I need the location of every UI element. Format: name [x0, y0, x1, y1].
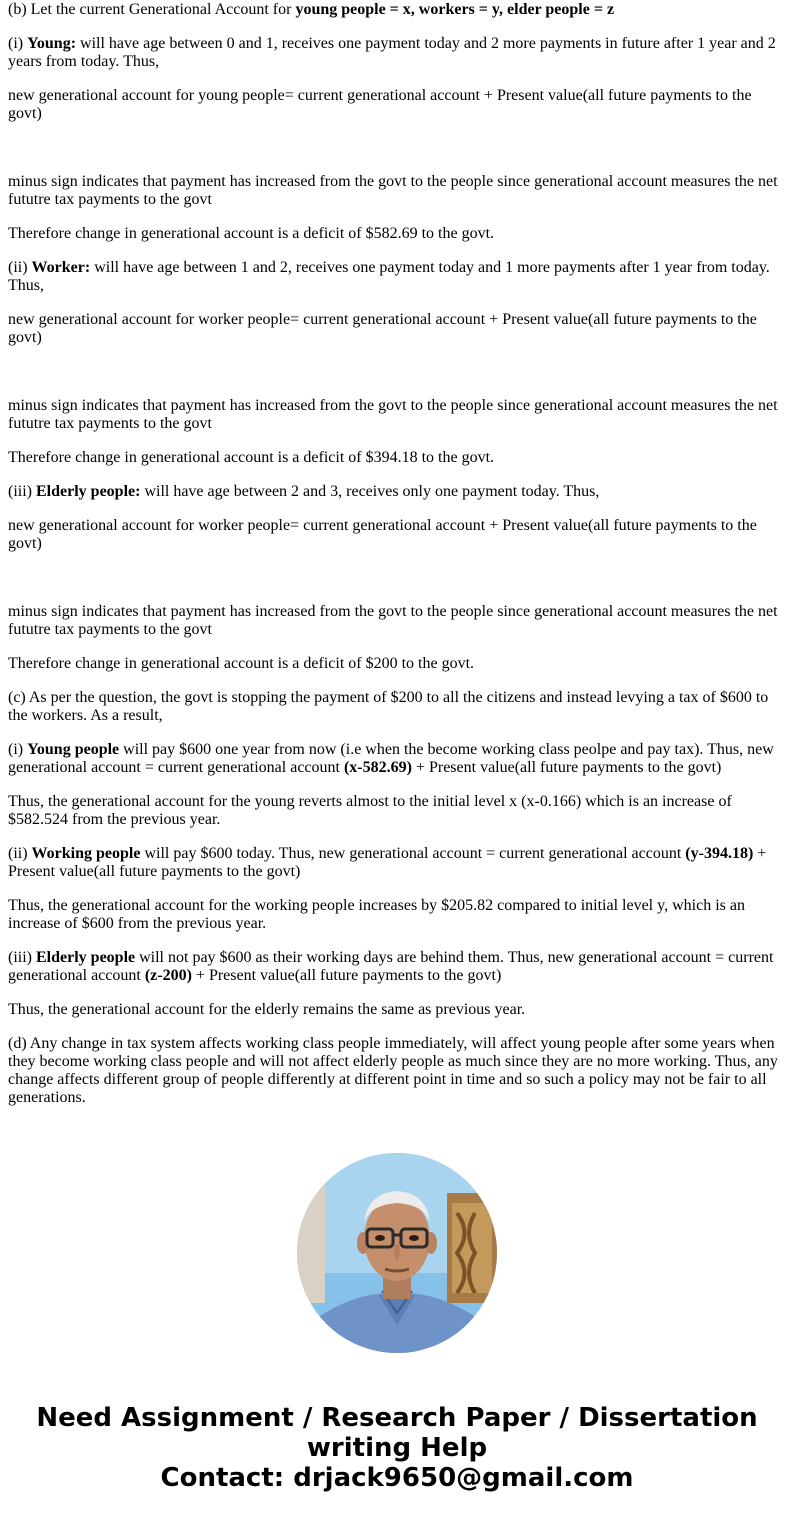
c-elderly-term: (z-200) — [144, 967, 192, 984]
young-conclusion: Therefore change in generational account is a deficit of $582.69 to the govt. — [8, 225, 495, 242]
worker-minus-note: minus sign indicates that payment has increased from the govt to the people since generational account measures the net fututre tax payments to the govt — [8, 397, 778, 432]
c-young-term: (x-582.69) — [343, 759, 412, 776]
contact-banner — [0, 1403, 794, 1493]
banner-line-2: writing Help — [306, 1433, 488, 1463]
part-d-paragraph: (d) Any change in tax system affects working class people immediately, will affect young people after some years when they become working class people and will not affect elderly people as much since they are no more working. Thus, any change affects different group of people differently at different point in time and so such a policy may not be fair to all generations. — [8, 1035, 778, 1106]
contact-email[interactable]: Contact: drjack9650@gmail.com — [160, 1463, 634, 1493]
part-b-intro: (b) Let the current Generational Account for young people = x, workers = y, elder people = z — [8, 1, 615, 18]
worker-formula: new generational account for worker people= current generational account + Present value(all future payments to the govt) — [8, 311, 757, 346]
c-young-paragraph: (i) Young people will pay $600 one year from now (i.e when the become working class peolpe and pay tax). Thus, new generational account = current generational account (x-582.69) + Present value(all future payments to the govt) — [8, 741, 774, 776]
c-working-term: (y-394.18) — [685, 845, 754, 862]
part-c-intro: (c) As per the question, the govt is stopping the payment of $200 to all the citizens and instead levying a tax of $600 to the workers. As a result, — [8, 689, 769, 724]
c-young-result: Thus, the generational account for the young reverts almost to the initial level x (x-0.166) which is an increase of $582.524 from the previous year. — [8, 793, 732, 828]
elderly-minus-note: minus sign indicates that payment has increased from the govt to the people since generational account measures the net fututre tax payments to the govt — [8, 603, 778, 638]
elderly-conclusion: Therefore change in generational account is a deficit of $200 to the govt. — [8, 655, 475, 672]
elderly-intro: (iii) Elderly people: will have age between 2 and 3, receives only one payment today. Thus, — [8, 483, 600, 500]
c-elderly-paragraph: (iii) Elderly people will not pay $600 as their working days are behind them. Thus, new generational account = current generational account (z-200) + Present value(all future payments to the govt) — [8, 949, 774, 984]
author-portrait-image — [297, 1153, 497, 1353]
banner-line-1: Need Assignment / Research Paper / Dissertation — [36, 1403, 758, 1433]
elderly-label: Elderly people: — [36, 483, 141, 500]
c-elderly-result: Thus, the generational account for the elderly remains the same as previous year. — [8, 1001, 526, 1018]
worker-conclusion: Therefore change in generational account is a deficit of $394.18 to the govt. — [8, 449, 495, 466]
young-intro: (i) Young: will have age between 0 and 1, receives one payment today and 2 more payments in future after 1 year and 2 years from today. Thus, — [8, 35, 776, 70]
c-working-result: Thus, the generational account for the working people increases by $205.82 compared to initial level y, which is an increase of $600 from the previous year. — [8, 897, 745, 932]
c-working-paragraph: (ii) Working people will pay $600 today. Thus, new generational account = current generational account (y-394.18) + Present value(all future payments to the govt) — [8, 845, 767, 880]
young-minus-note: minus sign indicates that payment has increased from the govt to the people since generational account measures the net fututre tax payments to the govt — [8, 173, 778, 208]
c-young-label: Young people — [27, 741, 120, 758]
elderly-formula: new generational account for worker people= current generational account + Present value(all future payments to the govt) — [8, 517, 757, 552]
c-working-label: Working people — [31, 845, 141, 862]
young-formula: new generational account for young people= current generational account + Present value(all future payments to the govt) — [8, 87, 752, 122]
young-label: Young: — [27, 35, 77, 52]
variable-definitions: young people = x, workers = y, elder people = z — [295, 1, 615, 18]
worker-intro: (ii) Worker: will have age between 1 and 2, receives one payment today and 1 more payments after 1 year from today. Thus, — [8, 259, 770, 294]
worker-label: Worker: — [31, 259, 91, 276]
author-avatar — [297, 1153, 497, 1353]
c-elderly-label: Elderly people — [36, 949, 136, 966]
